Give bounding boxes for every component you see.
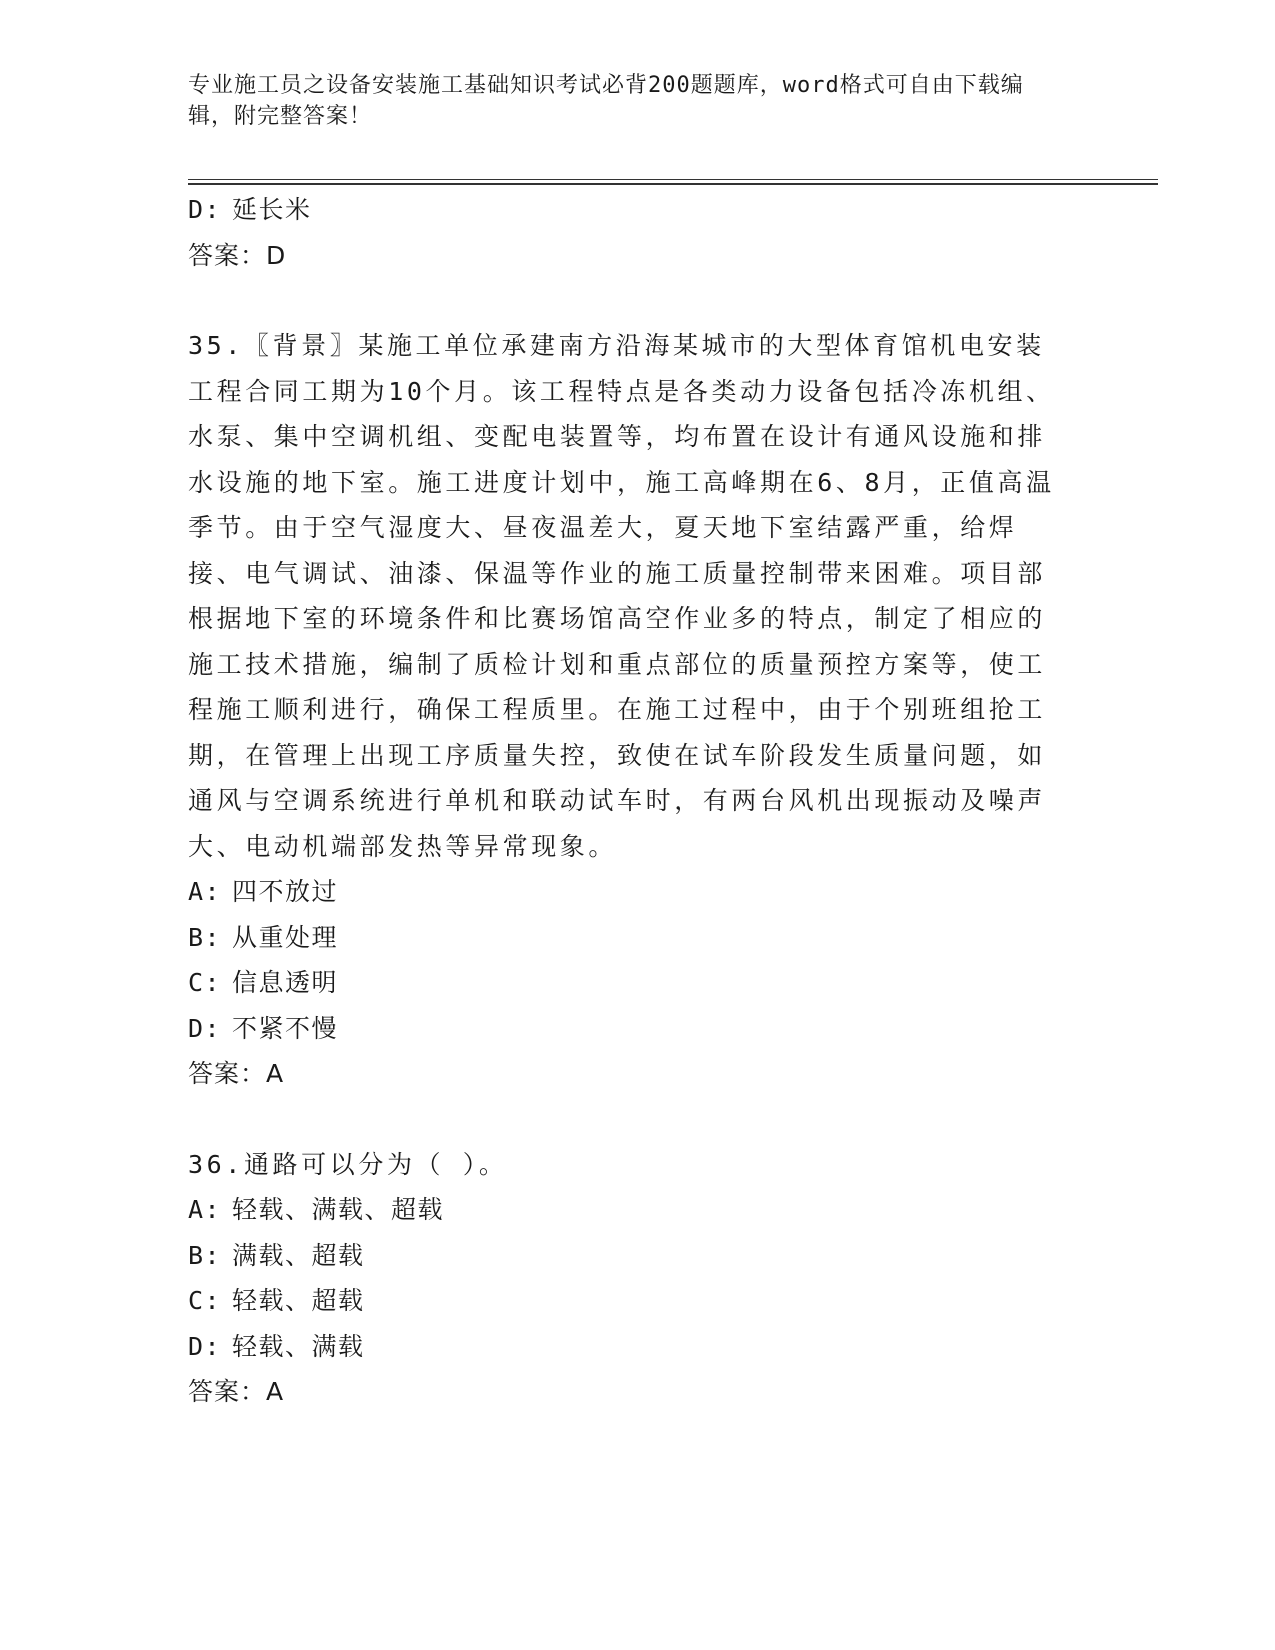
spacer xyxy=(188,278,1088,323)
q35-option-d xyxy=(188,1006,1088,1052)
q35-option-a xyxy=(188,869,1088,915)
document-body xyxy=(188,187,1088,1415)
option-text: 轻载、满载、超载 xyxy=(232,1195,445,1224)
option-letter: C: xyxy=(188,968,222,997)
option-letter: D: xyxy=(188,195,222,224)
option-text: 不紧不慢 xyxy=(232,1013,339,1043)
option-letter: D: xyxy=(188,1331,222,1361)
option-text: 轻载、超载 xyxy=(232,1286,365,1315)
option-letter: D: xyxy=(188,1013,222,1043)
option-letter: B: xyxy=(188,1240,222,1270)
option-text: 满载、超载 xyxy=(232,1240,365,1270)
option-text: 轻载、满载 xyxy=(232,1331,365,1361)
q36-option-c xyxy=(188,1278,1088,1324)
option-letter: A: xyxy=(188,1195,222,1224)
q35-option-b xyxy=(188,915,1088,961)
q36-option-b xyxy=(188,1233,1088,1279)
q36-option-a xyxy=(188,1187,1088,1233)
document-header-title: 专业施工员之设备安装施工基础知识考试必背200题题库，word格式可自由下载编辑，附完整答案！ xyxy=(188,73,1024,129)
option-letter: C: xyxy=(188,1286,222,1315)
q35-option-c xyxy=(188,960,1088,1006)
header-rule-thick xyxy=(188,183,1158,185)
option-letter: A: xyxy=(188,877,222,906)
question-35-text: 35.〖背景〗某施工单位承建南方沿海某城市的大型体育馆机电安装工程合同工期为10个月。该工程特点是各类动力设备包括冷冻机组、水泵、集中空调机组、变配电装置等，均布置在设计有通风设施和排水设施的地下室。施工进度计划中，施工高峰期在6、8月，正值高温季节。由于空气湿度大、昼夜温差大，夏天地下室结露严重，给焊接、电气调试、油漆、保温等作业的施工质量控制带来困难。项目部根据地下室的环境条件和比赛场馆高空作业多的特点，制定了相应的施工技术措施，编制了质检计划和重点部位的质量预控方案等，使工程施工顺利进行，确保工程质里。在施工过程中，由于个别班组抢工期，在管理上出现工序质量失控，致使在试车阶段发生质量问题，如通风与空调系统进行单机和联动试车时，有两台风机出现振动及噪声大、电动机端部发热等异常现象。 xyxy=(188,331,1055,861)
q35-answer: 答案：A xyxy=(188,1059,285,1088)
q36-option-d xyxy=(188,1324,1088,1370)
option-text: 信息透明 xyxy=(232,968,339,997)
option-letter: B: xyxy=(188,922,222,952)
prev-answer: 答案：D xyxy=(188,240,287,270)
prev-option-d xyxy=(188,187,1088,233)
q36-answer: 答案：A xyxy=(188,1377,285,1406)
header-rule-thin xyxy=(188,179,1158,180)
question-36-text: 36.通路可以分为（ ）。 xyxy=(188,1149,508,1179)
spacer xyxy=(188,1097,1088,1142)
option-text: 四不放过 xyxy=(232,877,339,906)
option-text: 从重处理 xyxy=(232,922,339,952)
option-text: 延长米 xyxy=(232,195,312,224)
